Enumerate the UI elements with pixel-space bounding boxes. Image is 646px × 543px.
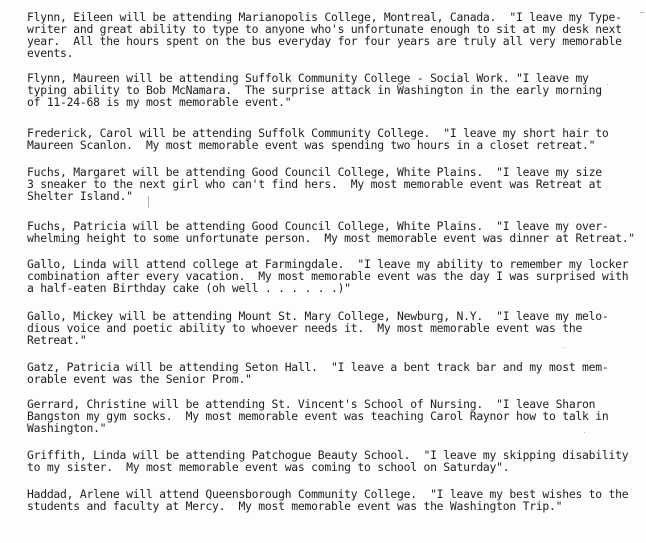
- scan-speck: [607, 84, 608, 85]
- entry-line: typing ability to Bob McNamara. The surprise attack in Washington in the early morning: [27, 83, 602, 97]
- entry-line: Flynn, Maureen will be attending Suffolk Community College - Social Work. "I leave my: [27, 71, 589, 85]
- student-entry-fuchs-patricia: [27, 220, 635, 244]
- student-entry-haddad-arlene: [27, 488, 628, 512]
- entry-line: combination after every vacation. My most memorable event was the day I was surprised with: [27, 269, 629, 283]
- entry-line: orable event was the Senior Prom.": [27, 372, 252, 386]
- student-entry-gallo-linda: [27, 258, 628, 294]
- entry-line: Flynn, Eileen will be attending Marianopolis College, Montreal, Canada. "I leave my Type-: [27, 10, 622, 24]
- entry-line: Maureen Scanlon. My most memorable event was spending two hours in a closet retreat.": [27, 138, 596, 152]
- entry-line: whelming height to some unfortunate person. My most memorable event was dinner at Retreat.": [27, 231, 635, 245]
- entry-line: a half-eaten Birthday cake (oh well . . . . . .)": [27, 281, 351, 295]
- entry-line: Griffith, Linda will be attending Patchogue Beauty School. "I leave my skipping disability: [27, 448, 629, 462]
- scan-speck: [148, 196, 149, 208]
- student-entry-fuchs-margaret: [27, 166, 602, 202]
- student-entry-flynn-eileen: [27, 11, 622, 59]
- entry-line: of 11-24-68 is my most memorable event.": [27, 95, 292, 109]
- entry-line: students and faculty at Mercy. My most memorable event was the Washington Trip.": [27, 499, 563, 513]
- entry-line: year. All the hours spent on the bus everyday for four years are truly all very memorable: [27, 34, 622, 48]
- entry-line: 3 sneaker to the next girl who can't find hers. My most memorable event was Retreat at: [27, 177, 602, 191]
- student-entry-gerrard-christine: [27, 398, 608, 434]
- scan-speck: [584, 432, 585, 433]
- entry-line: Gerrard, Christine will be attending St. Vincent's School of Nursing. "I leave Sharon: [27, 397, 596, 411]
- entry-line: Retreat.": [27, 333, 87, 347]
- student-entry-frederick-carol: [27, 127, 608, 151]
- entry-line: Haddad, Arlene will attend Queensborough Community College. "I leave my best wishes to the: [27, 487, 629, 501]
- student-entry-flynn-maureen: [27, 72, 602, 108]
- student-entry-gallo-mickey: [27, 310, 608, 346]
- entry-line: Washington.": [27, 421, 107, 435]
- entry-line: Gatz, Patricia will be attending Seton Hall. "I leave a bent track bar and my most mem-: [27, 360, 609, 374]
- entry-line: writer and great ability to type to anyone who's unfortunate enough to sit at my desk next: [27, 22, 622, 36]
- entry-line: events.: [27, 46, 74, 60]
- scan-speck: [563, 347, 564, 348]
- student-entry-griffith-linda: [27, 449, 628, 473]
- entry-line: Gallo, Mickey will be attending Mount St. Mary College, Newburg, N.Y. "I leave my melo-: [27, 309, 609, 323]
- entry-line: Shelter Island.": [27, 189, 133, 203]
- entry-line: Fuchs, Patricia will be attending Good Council College, White Plains. "I leave my over-: [27, 219, 609, 233]
- student-entry-gatz-patricia: [27, 361, 608, 385]
- entry-line: Frederick, Carol will be attending Suffolk Community College. "I leave my short hair to: [27, 126, 609, 140]
- entry-line: Gallo, Linda will attend college at Farmingdale. "I leave my ability to remember my locker: [27, 257, 629, 271]
- entry-line: dious voice and poetic ability to whoever needs it. My most memorable event was the: [27, 321, 583, 335]
- entry-line: Fuchs, Margaret will be attending Good Council College, White Plains. "I leave my size: [27, 165, 602, 179]
- entry-line: to my sister. My most memorable event was coming to school on Saturday".: [27, 460, 510, 474]
- page-edge-mark: [640, 12, 644, 13]
- entry-line: Bangston my gym socks. My most memorable event was teaching Carol Raynor how to talk in: [27, 409, 609, 423]
